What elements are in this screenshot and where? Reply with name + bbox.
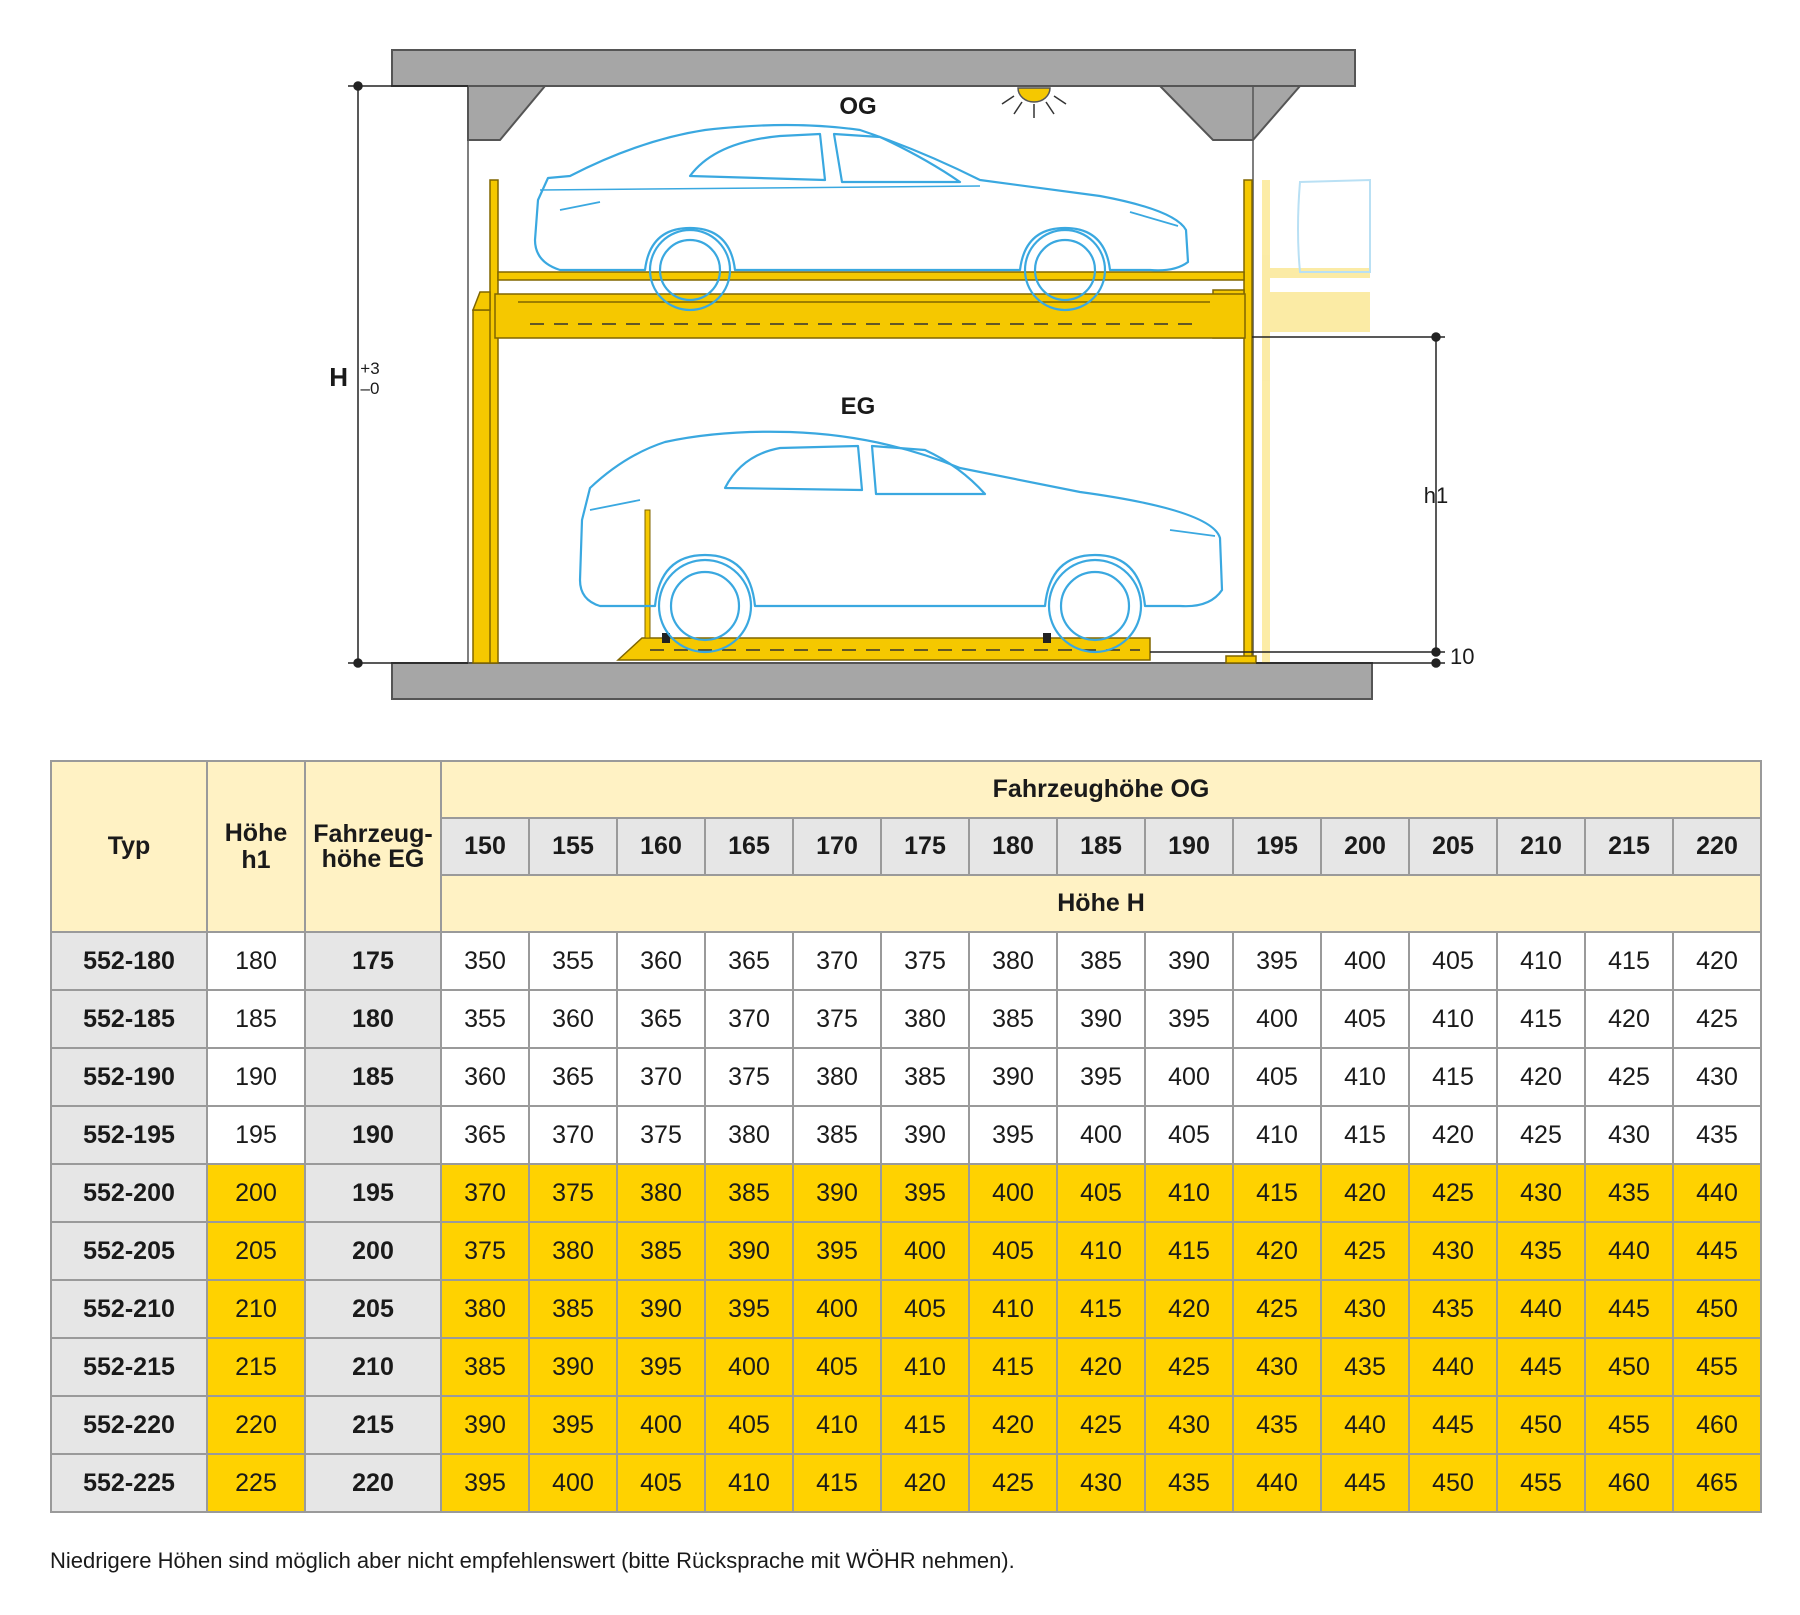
lower-platform xyxy=(618,510,1150,660)
hoehe-h-cell: 395 xyxy=(969,1106,1057,1164)
hoehe-h-cell: 420 xyxy=(1145,1280,1233,1338)
h1-cell: 205 xyxy=(207,1222,305,1280)
h1-cell: 180 xyxy=(207,932,305,990)
table-row xyxy=(51,1106,1761,1164)
typ-cell: 552-225 xyxy=(51,1454,207,1512)
ceiling-lamp-icon xyxy=(1002,88,1066,118)
hoehe-h-cell: 380 xyxy=(881,990,969,1048)
hoehe-h-cell: 375 xyxy=(705,1048,793,1106)
hoehe-h-cell: 375 xyxy=(881,932,969,990)
table-body xyxy=(51,932,1761,1512)
hoehe-h-cell: 390 xyxy=(969,1048,1057,1106)
hoehe-h-cell: 390 xyxy=(793,1164,881,1222)
hoehe-h-cell: 440 xyxy=(1409,1338,1497,1396)
hoehe-h-cell: 415 xyxy=(1321,1106,1409,1164)
typ-cell: 552-190 xyxy=(51,1048,207,1106)
table-row xyxy=(51,1280,1761,1338)
typ-cell: 552-185 xyxy=(51,990,207,1048)
hoehe-h-cell: 370 xyxy=(441,1164,529,1222)
hoehe-h-cell: 370 xyxy=(617,1048,705,1106)
hoehe-h-cell: 415 xyxy=(881,1396,969,1454)
right-post xyxy=(1244,180,1252,663)
parking-lift-diagram xyxy=(0,0,1800,720)
hoehe-h-cell: 370 xyxy=(705,990,793,1048)
hoehe-h-cell: 360 xyxy=(617,932,705,990)
hoehe-h-cell: 380 xyxy=(529,1222,617,1280)
dimension-h1 xyxy=(1150,333,1445,667)
h1-cell: 215 xyxy=(207,1338,305,1396)
hoehe-h-cell: 435 xyxy=(1497,1222,1585,1280)
hoehe-h-cell: 395 xyxy=(1057,1048,1145,1106)
hoehe-h-cell: 420 xyxy=(1409,1106,1497,1164)
hoehe-h-cell: 450 xyxy=(1497,1396,1585,1454)
hoehe-h-cell: 365 xyxy=(705,932,793,990)
eg-cell: 185 xyxy=(305,1048,441,1106)
hoehe-h-cell: 390 xyxy=(441,1396,529,1454)
hoehe-h-cell: 435 xyxy=(1233,1396,1321,1454)
hoehe-h-cell: 410 xyxy=(1233,1106,1321,1164)
hoehe-h-cell: 405 xyxy=(1409,932,1497,990)
hoehe-h-cell: 390 xyxy=(1057,990,1145,1048)
hoehe-h-cell: 385 xyxy=(793,1106,881,1164)
hoehe-h-cell: 395 xyxy=(793,1222,881,1280)
hoehe-h-cell: 400 xyxy=(529,1454,617,1512)
hoehe-h-cell: 440 xyxy=(1321,1396,1409,1454)
header-typ: Typ xyxy=(51,761,207,932)
hoehe-h-cell: 385 xyxy=(1057,932,1145,990)
h1-cell: 220 xyxy=(207,1396,305,1454)
table-row xyxy=(51,1454,1761,1512)
hoehe-h-cell: 385 xyxy=(617,1222,705,1280)
hoehe-h-cell: 430 xyxy=(1409,1222,1497,1280)
hoehe-h-cell: 400 xyxy=(1145,1048,1233,1106)
hoehe-h-cell: 365 xyxy=(441,1106,529,1164)
h1-cell: 195 xyxy=(207,1106,305,1164)
hoehe-h-cell: 425 xyxy=(969,1454,1057,1512)
eg-cell: 175 xyxy=(305,932,441,990)
table-row xyxy=(51,1222,1761,1280)
hoehe-h-cell: 360 xyxy=(529,990,617,1048)
hoehe-h-cell: 410 xyxy=(1409,990,1497,1048)
hoehe-h-cell: 400 xyxy=(617,1396,705,1454)
hoehe-h-cell: 450 xyxy=(1409,1454,1497,1512)
ceiling-corbel-left xyxy=(468,86,545,140)
hoehe-h-cell: 425 xyxy=(1673,990,1761,1048)
hoehe-h-cell: 405 xyxy=(881,1280,969,1338)
h1-cell: 225 xyxy=(207,1454,305,1512)
hoehe-h-cell: 375 xyxy=(441,1222,529,1280)
floor-slab xyxy=(392,663,1372,699)
hoehe-h-cell: 390 xyxy=(617,1280,705,1338)
typ-cell: 552-200 xyxy=(51,1164,207,1222)
hoehe-h-cell: 395 xyxy=(441,1454,529,1512)
hoehe-h-cell: 390 xyxy=(1145,932,1233,990)
hoehe-h-cell: 425 xyxy=(1145,1338,1233,1396)
hoehe-h-cell: 375 xyxy=(793,990,881,1048)
hoehe-h-cell: 440 xyxy=(1497,1280,1585,1338)
hoehe-h-cell: 395 xyxy=(617,1338,705,1396)
hoehe-h-cell: 425 xyxy=(1497,1106,1585,1164)
h1-cell: 185 xyxy=(207,990,305,1048)
table-row xyxy=(51,1338,1761,1396)
og-height-cell: 215 xyxy=(1585,818,1673,875)
hoehe-h-cell: 425 xyxy=(1233,1280,1321,1338)
hoehe-h-cell: 360 xyxy=(441,1048,529,1106)
hoehe-h-cell: 465 xyxy=(1673,1454,1761,1512)
ceiling-corbel-right xyxy=(1160,86,1300,140)
eg-label: EG xyxy=(840,393,876,420)
neighbour-unit-faded xyxy=(1262,180,1370,663)
hoehe-h-cell: 380 xyxy=(617,1164,705,1222)
hoehe-h-cell: 400 xyxy=(793,1280,881,1338)
hoehe-h-cell: 435 xyxy=(1145,1454,1233,1512)
hoehe-h-cell: 385 xyxy=(881,1048,969,1106)
ten-dimension-label: 10 xyxy=(1450,644,1475,669)
eg-cell: 200 xyxy=(305,1222,441,1280)
hoehe-h-cell: 410 xyxy=(969,1280,1057,1338)
hoehe-h-cell: 350 xyxy=(441,932,529,990)
table-row xyxy=(51,1396,1761,1454)
dimension-table xyxy=(50,760,1762,1513)
h1-cell: 210 xyxy=(207,1280,305,1338)
hoehe-h-cell: 425 xyxy=(1321,1222,1409,1280)
hoehe-h-cell: 385 xyxy=(705,1164,793,1222)
hoehe-h-cell: 415 xyxy=(793,1454,881,1512)
hoehe-h-cell: 420 xyxy=(969,1396,1057,1454)
hoehe-h-cell: 440 xyxy=(1673,1164,1761,1222)
hoehe-h-cell: 460 xyxy=(1585,1454,1673,1512)
hoehe-h-cell: 425 xyxy=(1057,1396,1145,1454)
hoehe-h-cell: 405 xyxy=(705,1396,793,1454)
hoehe-h-cell: 370 xyxy=(529,1106,617,1164)
hoehe-h-cell: 415 xyxy=(969,1338,1057,1396)
hoehe-h-cell: 405 xyxy=(1233,1048,1321,1106)
hoehe-h-cell: 430 xyxy=(1233,1338,1321,1396)
header-h1: Höhe h1 xyxy=(207,761,305,932)
eg-cell: 215 xyxy=(305,1396,441,1454)
hoehe-h-cell: 455 xyxy=(1585,1396,1673,1454)
header-hoehe-h: Höhe H xyxy=(441,875,1761,932)
hoehe-h-cell: 430 xyxy=(1145,1396,1233,1454)
og-height-cell: 205 xyxy=(1409,818,1497,875)
hoehe-h-cell: 440 xyxy=(1233,1454,1321,1512)
table-row xyxy=(51,990,1761,1048)
hoehe-h-cell: 410 xyxy=(881,1338,969,1396)
hoehe-h-cell: 415 xyxy=(1497,990,1585,1048)
hoehe-h-cell: 400 xyxy=(881,1222,969,1280)
hoehe-h-cell: 420 xyxy=(1321,1164,1409,1222)
og-height-cell: 210 xyxy=(1497,818,1585,875)
table-row xyxy=(51,1164,1761,1222)
typ-cell: 552-215 xyxy=(51,1338,207,1396)
hoehe-h-cell: 420 xyxy=(1497,1048,1585,1106)
hoehe-h-cell: 430 xyxy=(1057,1454,1145,1512)
hoehe-h-cell: 430 xyxy=(1321,1280,1409,1338)
hoehe-h-cell: 385 xyxy=(969,990,1057,1048)
hoehe-h-cell: 380 xyxy=(441,1280,529,1338)
hoehe-h-cell: 355 xyxy=(529,932,617,990)
hoehe-h-cell: 435 xyxy=(1321,1338,1409,1396)
hoehe-h-cell: 430 xyxy=(1585,1106,1673,1164)
hoehe-h-cell: 410 xyxy=(1321,1048,1409,1106)
eg-cell: 210 xyxy=(305,1338,441,1396)
hoehe-h-cell: 445 xyxy=(1321,1454,1409,1512)
sedan-upper-car xyxy=(535,125,1188,310)
hoehe-h-cell: 375 xyxy=(529,1164,617,1222)
hoehe-h-cell: 405 xyxy=(969,1222,1057,1280)
hoehe-h-cell: 400 xyxy=(1321,932,1409,990)
hoehe-h-cell: 410 xyxy=(1057,1222,1145,1280)
og-height-cell: 175 xyxy=(881,818,969,875)
hoehe-h-cell: 380 xyxy=(793,1048,881,1106)
eg-cell: 190 xyxy=(305,1106,441,1164)
header-eg: Fahrzeug- höhe EG xyxy=(305,761,441,932)
hoehe-h-cell: 400 xyxy=(705,1338,793,1396)
hoehe-h-cell: 405 xyxy=(1321,990,1409,1048)
hoehe-h-cell: 415 xyxy=(1233,1164,1321,1222)
h-tolerance-minus: –0 xyxy=(360,379,380,398)
hoehe-h-cell: 455 xyxy=(1673,1338,1761,1396)
h1-cell: 200 xyxy=(207,1164,305,1222)
hoehe-h-cell: 355 xyxy=(441,990,529,1048)
og-height-cell: 200 xyxy=(1321,818,1409,875)
og-height-cell: 170 xyxy=(793,818,881,875)
hoehe-h-cell: 410 xyxy=(793,1396,881,1454)
hoehe-h-cell: 445 xyxy=(1673,1222,1761,1280)
og-height-cell: 160 xyxy=(617,818,705,875)
hoehe-h-cell: 390 xyxy=(705,1222,793,1280)
hoehe-h-cell: 415 xyxy=(1409,1048,1497,1106)
hoehe-h-cell: 415 xyxy=(1057,1280,1145,1338)
hoehe-h-cell: 370 xyxy=(793,932,881,990)
hoehe-h-cell: 395 xyxy=(1145,990,1233,1048)
og-height-cell: 180 xyxy=(969,818,1057,875)
h-dimension-label: H xyxy=(329,362,348,392)
h1-cell: 190 xyxy=(207,1048,305,1106)
typ-cell: 552-195 xyxy=(51,1106,207,1164)
hoehe-h-cell: 380 xyxy=(969,932,1057,990)
hoehe-h-cell: 435 xyxy=(1673,1106,1761,1164)
hoehe-h-cell: 420 xyxy=(1233,1222,1321,1280)
hoehe-h-cell: 365 xyxy=(529,1048,617,1106)
hoehe-h-cell: 390 xyxy=(881,1106,969,1164)
hoehe-h-cell: 405 xyxy=(617,1454,705,1512)
hoehe-h-cell: 420 xyxy=(1585,990,1673,1048)
hoehe-h-cell: 435 xyxy=(1585,1164,1673,1222)
hoehe-h-cell: 425 xyxy=(1585,1048,1673,1106)
footnote: Niedrigere Höhen sind möglich aber nicht empfehlenswert (bitte Rücksprache mit WÖHR nehmen). xyxy=(50,1548,1015,1573)
typ-cell: 552-205 xyxy=(51,1222,207,1280)
hoehe-h-cell: 395 xyxy=(1233,932,1321,990)
hoehe-h-cell: 445 xyxy=(1409,1396,1497,1454)
typ-cell: 552-210 xyxy=(51,1280,207,1338)
hoehe-h-cell: 440 xyxy=(1585,1222,1673,1280)
hoehe-h-cell: 385 xyxy=(441,1338,529,1396)
hoehe-h-cell: 445 xyxy=(1585,1280,1673,1338)
table-row xyxy=(51,932,1761,990)
hoehe-h-cell: 410 xyxy=(1497,932,1585,990)
hoehe-h-cell: 420 xyxy=(1057,1338,1145,1396)
hoehe-h-cell: 460 xyxy=(1673,1396,1761,1454)
hoehe-h-cell: 430 xyxy=(1673,1048,1761,1106)
hoehe-h-cell: 395 xyxy=(705,1280,793,1338)
hoehe-h-cell: 380 xyxy=(705,1106,793,1164)
h-tolerance-plus: +3 xyxy=(360,359,380,378)
hoehe-h-cell: 395 xyxy=(881,1164,969,1222)
suv-lower-car xyxy=(580,432,1222,652)
hoehe-h-cell: 400 xyxy=(969,1164,1057,1222)
h1-dimension-label: h1 xyxy=(1423,483,1449,508)
og-height-cell: 165 xyxy=(705,818,793,875)
hoehe-h-cell: 450 xyxy=(1673,1280,1761,1338)
hoehe-h-cell: 420 xyxy=(1673,932,1761,990)
hoehe-h-cell: 435 xyxy=(1409,1280,1497,1338)
hoehe-h-cell: 395 xyxy=(529,1396,617,1454)
table-row xyxy=(51,1048,1761,1106)
ceiling-slab xyxy=(392,50,1355,86)
hoehe-h-cell: 415 xyxy=(1585,932,1673,990)
hoehe-h-cell: 365 xyxy=(617,990,705,1048)
og-height-cell: 220 xyxy=(1673,818,1761,875)
header-og: Fahrzeughöhe OG xyxy=(441,761,1761,818)
hoehe-h-cell: 410 xyxy=(1145,1164,1233,1222)
hoehe-h-cell: 405 xyxy=(793,1338,881,1396)
eg-cell: 180 xyxy=(305,990,441,1048)
hoehe-h-cell: 415 xyxy=(1145,1222,1233,1280)
hoehe-h-cell: 445 xyxy=(1497,1338,1585,1396)
hoehe-h-cell: 400 xyxy=(1057,1106,1145,1164)
og-height-cell: 155 xyxy=(529,818,617,875)
typ-cell: 552-180 xyxy=(51,932,207,990)
og-label: OG xyxy=(839,93,877,120)
hoehe-h-cell: 430 xyxy=(1497,1164,1585,1222)
hoehe-h-cell: 425 xyxy=(1409,1164,1497,1222)
hoehe-h-cell: 420 xyxy=(881,1454,969,1512)
eg-cell: 205 xyxy=(305,1280,441,1338)
typ-cell: 552-220 xyxy=(51,1396,207,1454)
og-height-cell: 195 xyxy=(1233,818,1321,875)
hoehe-h-cell: 405 xyxy=(1145,1106,1233,1164)
hoehe-h-cell: 410 xyxy=(705,1454,793,1512)
hoehe-h-cell: 400 xyxy=(1233,990,1321,1048)
og-height-cell: 190 xyxy=(1145,818,1233,875)
upper-platform xyxy=(495,272,1245,338)
hoehe-h-cell: 385 xyxy=(529,1280,617,1338)
og-height-cell: 185 xyxy=(1057,818,1145,875)
og-height-cell: 150 xyxy=(441,818,529,875)
hoehe-h-cell: 455 xyxy=(1497,1454,1585,1512)
hoehe-h-cell: 390 xyxy=(529,1338,617,1396)
eg-cell: 220 xyxy=(305,1454,441,1512)
eg-cell: 195 xyxy=(305,1164,441,1222)
hoehe-h-cell: 375 xyxy=(617,1106,705,1164)
hoehe-h-cell: 450 xyxy=(1585,1338,1673,1396)
hoehe-h-cell: 405 xyxy=(1057,1164,1145,1222)
